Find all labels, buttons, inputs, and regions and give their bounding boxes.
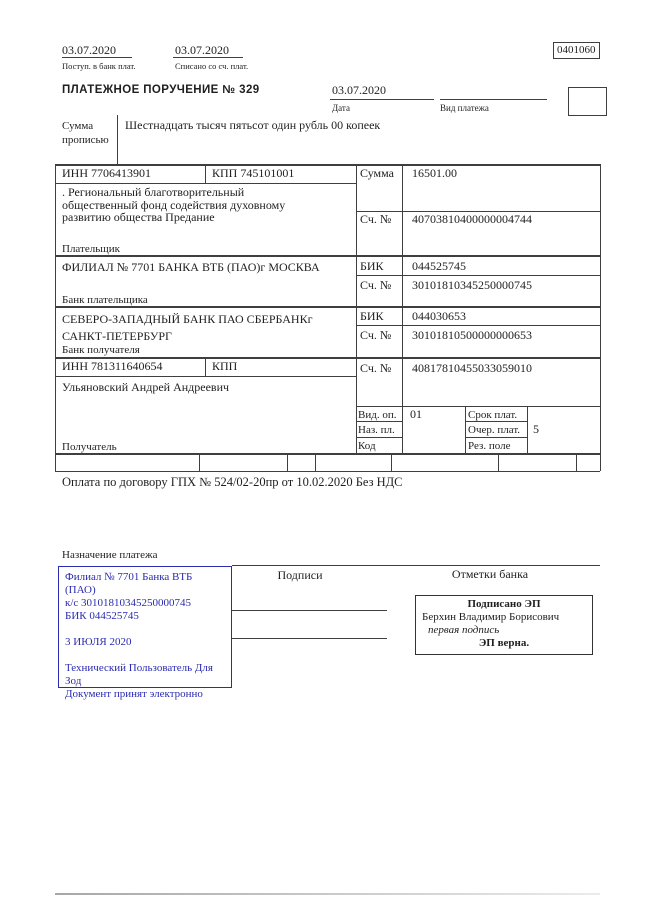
grid-line <box>465 437 527 438</box>
debited-date-label: Списано со сч. плат. <box>175 61 249 71</box>
payer-bank-account-value: 30101810345250000745 <box>412 278 532 292</box>
grid-line <box>391 455 392 471</box>
stamp-line: БИК 044525745 <box>65 610 139 622</box>
grid-line <box>55 255 600 257</box>
grid-line <box>173 57 243 58</box>
payee-label: Получатель <box>62 441 117 453</box>
payment-kind-label: Вид платежа <box>440 103 489 113</box>
payee-bank-label: Банк получателя <box>62 344 140 356</box>
status-checkbox <box>568 87 607 116</box>
payer-bank-bik-value: 044525745 <box>412 259 466 273</box>
op-type-value: 01 <box>410 407 422 421</box>
received-date-value: 03.07.2020 <box>62 43 116 57</box>
stamp-line: Технический Пользователь Для Зод <box>65 662 213 687</box>
payer-account-value: 40703810400000004744 <box>412 212 532 226</box>
purpose-code-label: Наз. пл. <box>358 424 395 436</box>
document-date-label: Дата <box>332 103 350 113</box>
payee-bank-account-label: Сч. № <box>360 328 392 342</box>
reserve-field-label: Рез. поле <box>468 440 511 452</box>
grid-line <box>356 275 600 276</box>
grid-line <box>55 376 356 377</box>
grid-line <box>205 164 206 183</box>
grid-line <box>62 57 132 58</box>
grid-line <box>55 471 600 472</box>
grid-line <box>315 455 316 471</box>
payee-kpp: КПП <box>212 359 238 373</box>
payer-name: . Региональный благотворительный общественный фонд содействия духовному развитию общества Предание <box>62 185 286 224</box>
bank-marks-header: Отметки банка <box>451 567 529 581</box>
priority-label: Очер. плат. <box>468 424 521 436</box>
grid-line <box>356 437 402 438</box>
payee-bank-bik-value: 044030653 <box>412 309 466 323</box>
document-date-value: 03.07.2020 <box>332 83 386 97</box>
payee-account-label: Сч. № <box>360 361 392 375</box>
grid-line <box>199 455 200 471</box>
stamp-spacer <box>65 649 225 662</box>
esign-signature-kind: первая подпись <box>428 624 500 636</box>
priority-value: 5 <box>533 422 539 436</box>
grid-line <box>440 99 547 100</box>
payer-bank-label: Банк плательщика <box>62 294 148 306</box>
payer-kpp: КПП 745101001 <box>212 166 295 180</box>
payer-bank-bik-label: БИК <box>360 259 384 273</box>
document-title: ПЛАТЕЖНОЕ ПОРУЧЕНИЕ № 329 <box>62 84 260 96</box>
payer-bank-name: ФИЛИАЛ № 7701 БАНКА ВТБ (ПАО)г МОСКВА <box>62 260 320 274</box>
received-date-label: Поступ. в банк плат. <box>62 61 136 71</box>
esign-title: Подписано ЭП <box>467 598 541 610</box>
grid-line <box>465 406 466 453</box>
debited-date-value: 03.07.2020 <box>175 43 229 57</box>
esign-stamp <box>415 595 593 655</box>
due-date-label: Срок плат. <box>468 409 518 421</box>
grid-line <box>498 455 499 471</box>
stamp-line: Документ принят электронно <box>65 688 203 700</box>
payee-bank-bik-label: БИК <box>360 309 384 323</box>
payer-label: Плательщик <box>62 243 120 255</box>
grid-line <box>576 455 577 471</box>
esign-valid-note: ЭП верна. <box>478 637 530 649</box>
grid-line <box>600 164 601 471</box>
form-code-box <box>553 42 600 59</box>
payment-purpose-label: Назначение платежа <box>62 549 158 561</box>
grid-line <box>117 115 118 165</box>
sum-value: 16501.00 <box>412 166 457 180</box>
grid-line <box>205 357 206 376</box>
payer-inn: ИНН 7706413901 <box>62 166 151 180</box>
grid-line <box>55 453 600 455</box>
grid-line <box>356 406 600 407</box>
grid-line <box>232 565 600 566</box>
scan-artifact-line <box>55 893 600 895</box>
payee-name: Ульяновский Андрей Андреевич <box>62 380 230 394</box>
payee-bank-name: СЕВЕРО-ЗАПАДНЫЙ БАНК ПАО СБЕРБАНКг САНКТ-ПЕТЕРБУРГ <box>62 312 313 343</box>
form-code: 0401060 <box>557 44 596 56</box>
payee-bank-account-value: 30101810500000000653 <box>412 328 532 342</box>
grid-line <box>356 325 600 326</box>
bank-acceptance-stamp <box>58 566 232 700</box>
grid-line <box>55 164 56 471</box>
payment-purpose-text: Оплата по договору ГПХ № 524/02-20пр от 10.02.2020 Без НДС <box>62 475 403 489</box>
op-type-label: Вид. оп. <box>358 409 397 421</box>
payee-account-value: 40817810455033059010 <box>412 361 532 375</box>
esign-signer-name: Берхин Владимир Борисович <box>422 611 560 623</box>
code-label: Код <box>358 440 376 452</box>
grid-line <box>330 99 434 100</box>
signature-line <box>232 638 387 639</box>
stamp-line: Филиал № 7701 Банка ВТБ (ПАО) <box>65 571 193 596</box>
grid-line <box>402 164 403 453</box>
signatures-header: Подписи <box>277 568 323 582</box>
payer-bank-account-label: Сч. № <box>360 278 392 292</box>
payer-account-label: Сч. № <box>360 212 392 226</box>
stamp-line: к/с 30101810345250000745 <box>65 597 192 609</box>
grid-line <box>527 406 528 453</box>
signature-line <box>232 610 387 611</box>
grid-line <box>287 455 288 471</box>
sum-label: Сумма <box>360 166 394 180</box>
payee-inn: ИНН 781311640654 <box>62 359 163 373</box>
amount-words-label: Сумма прописью <box>62 120 109 146</box>
stamp-line: 3 ИЮЛЯ 2020 <box>65 636 132 648</box>
amount-words-value: Шестнадцать тысяч пятьсот один рубль 00 копеек <box>125 118 381 132</box>
stamp-spacer <box>65 623 225 636</box>
